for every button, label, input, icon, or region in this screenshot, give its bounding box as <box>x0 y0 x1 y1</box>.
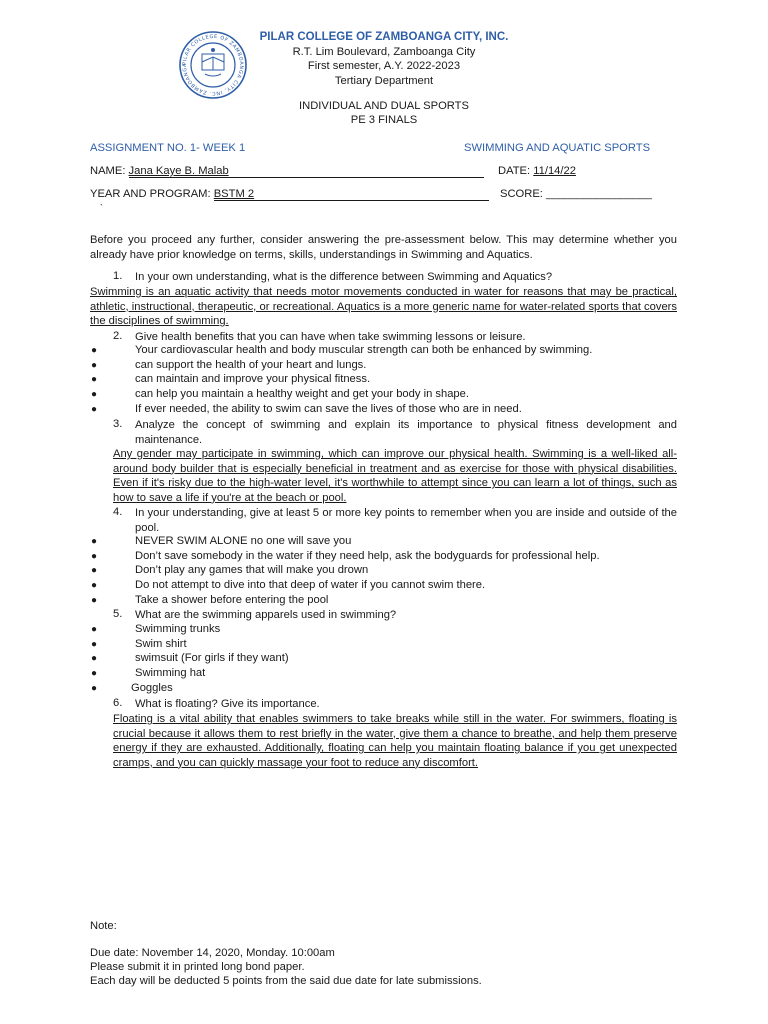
bullet-icon: ● <box>91 653 98 664</box>
bullet-icon: ● <box>91 565 98 576</box>
list-item: can help you maintain a healthy weight and get your body in shape. <box>135 388 469 400</box>
bullet-icon: ● <box>91 389 98 400</box>
list-item: swimsuit (For girls if they want) <box>135 652 289 664</box>
q3-answer: Any gender may participate in swimming, which can improve our physical health. Swimming is a well-liked all-around body builder that is especially beneficial in treatment and as exercise for those with physical disabilities. Even if it's risky due to the high-water level, it's worthwhile to attempt since you can learn a lot of things, such as how to save a life if you're at the beach or pool. <box>113 448 677 504</box>
late-penalty: Each day will be deducted 5 points from the said due date for late submissions. <box>90 975 482 987</box>
list-item: Don’t play any games that will make you drown <box>135 564 369 576</box>
q3-text: Analyze the concept of swimming and explain its importance to physical fitness development and maintenance. <box>135 419 677 446</box>
bullet-icon: ● <box>91 374 98 385</box>
q4-number: 4. <box>113 506 123 518</box>
q5-number: 5. <box>113 608 123 620</box>
list-item: If ever needed, the ability to swim can save the lives of those who are in need. <box>135 403 522 415</box>
list-item: can support the health of your heart and lungs. <box>135 359 367 371</box>
name-value: Jana Kaye B. Malab <box>128 165 229 177</box>
list-item: can maintain and improve your physical fitness. <box>135 373 371 385</box>
q6-text: What is floating? Give its importance. <box>135 698 320 710</box>
q1-answer: Swimming is an aquatic activity that needs motor movements conducted in water for reasons that may be practical, athletic, instructional, therapeutic, or recreational. Aquatics is a more generic name for water-related sports that covers the disciplines of swimming. <box>90 286 677 328</box>
q5-text: What are the swimming apparels used in swimming? <box>135 609 397 621</box>
bullet-icon: ● <box>91 536 98 547</box>
college-name: PILAR COLLEGE OF ZAMBOANGA CITY, INC. <box>259 31 509 43</box>
score-blank: _________________ <box>546 188 652 200</box>
stray-mark: ` <box>100 203 103 213</box>
bullet-icon: ● <box>91 639 98 650</box>
assignment-label: ASSIGNMENT NO. 1- WEEK 1 <box>90 142 246 154</box>
college-address: R.T. Lim Boulevard, Zamboanga City <box>292 46 476 58</box>
course-title: INDIVIDUAL AND DUAL SPORTS <box>299 100 469 112</box>
list-item: Swim shirt <box>135 638 187 650</box>
bullet-icon: ● <box>91 345 98 356</box>
name-field <box>90 165 484 177</box>
q1-text: In your own understanding, what is the difference between Swimming and Aquatics? <box>135 271 553 283</box>
date-label: DATE: <box>498 165 531 177</box>
year-program-value: BSTM 2 <box>213 188 255 200</box>
list-item: Do not attempt to dive into that deep of water if you cannot swim there. <box>135 579 486 591</box>
bullet-icon: ● <box>91 360 98 371</box>
score-label: SCORE: <box>500 188 543 200</box>
bullet-icon: ● <box>91 624 98 635</box>
semester-line: First semester, A.Y. 2022-2023 <box>307 60 461 72</box>
seal-text: PILAR COLLEGE OF ZAMBOANGA CITY, INC. ZAMBOANGA <box>181 33 245 97</box>
note-label: Note: <box>90 920 117 932</box>
q2-number: 2. <box>113 330 123 342</box>
due-date: Due date: November 14, 2020, Monday. 10:00am <box>90 947 335 959</box>
q2-text: Give health benefits that you can have when take swimming lessons or leisure. <box>135 331 526 343</box>
q6-number: 6. <box>113 697 123 709</box>
bullet-icon: ● <box>91 551 98 562</box>
list-item: Goggles <box>131 682 173 694</box>
name-label: NAME: <box>90 165 126 177</box>
q4-text: In your understanding, give at least 5 or more key points to remember when you are inside and outside of the pool. <box>135 507 677 534</box>
list-item: Don’t save somebody in the water if they need help, ask the bodyguards for professional help. <box>135 550 600 562</box>
list-item: NEVER SWIM ALONE no one will save you <box>135 535 352 547</box>
year-program-field <box>90 188 489 200</box>
bullet-icon: ● <box>91 404 98 415</box>
bullet-icon: ● <box>91 683 98 694</box>
q3-number: 3. <box>113 418 123 430</box>
q1-number: 1. <box>113 270 123 282</box>
submit-instructions: Please submit it in printed long bond paper. <box>90 961 305 973</box>
list-item: Swimming hat <box>135 667 206 679</box>
term-title: PE 3 FINALS <box>350 114 418 126</box>
year-program-label: YEAR AND PROGRAM: <box>90 188 211 200</box>
intro-paragraph: Before you proceed any further, consider answering the pre-assessment below. This may determine whether you already have prior knowledge on terms, skills, understandings in Swimming and Aquatics. <box>90 234 677 261</box>
assignment-topic: SWIMMING AND AQUATIC SPORTS <box>464 142 651 154</box>
date-value: 11/14/22 <box>533 165 576 177</box>
bullet-icon: ● <box>91 580 98 591</box>
list-item: Your cardiovascular health and body muscular strength can both be enhanced by swimming. <box>135 344 593 356</box>
q6-answer: Floating is a vital ability that enables swimmers to take breaks while still in the water. For swimmers, floating is crucial because it allows them to rest briefly in the water, give them a chance to breathe, and help them preserve energy if they are exhausted. Additionally, floating can help you maintain floating balance if you get unexpected cramps, and you can quickly massage your foot to reduce any discomfort. <box>113 713 677 769</box>
department-line: Tertiary Department <box>334 75 434 87</box>
bullet-icon: ● <box>91 595 98 606</box>
list-item: Take a shower before entering the pool <box>135 594 329 606</box>
score-field <box>500 188 652 200</box>
bullet-icon: ● <box>91 668 98 679</box>
date-field <box>498 165 576 177</box>
list-item: Swimming trunks <box>135 623 221 635</box>
